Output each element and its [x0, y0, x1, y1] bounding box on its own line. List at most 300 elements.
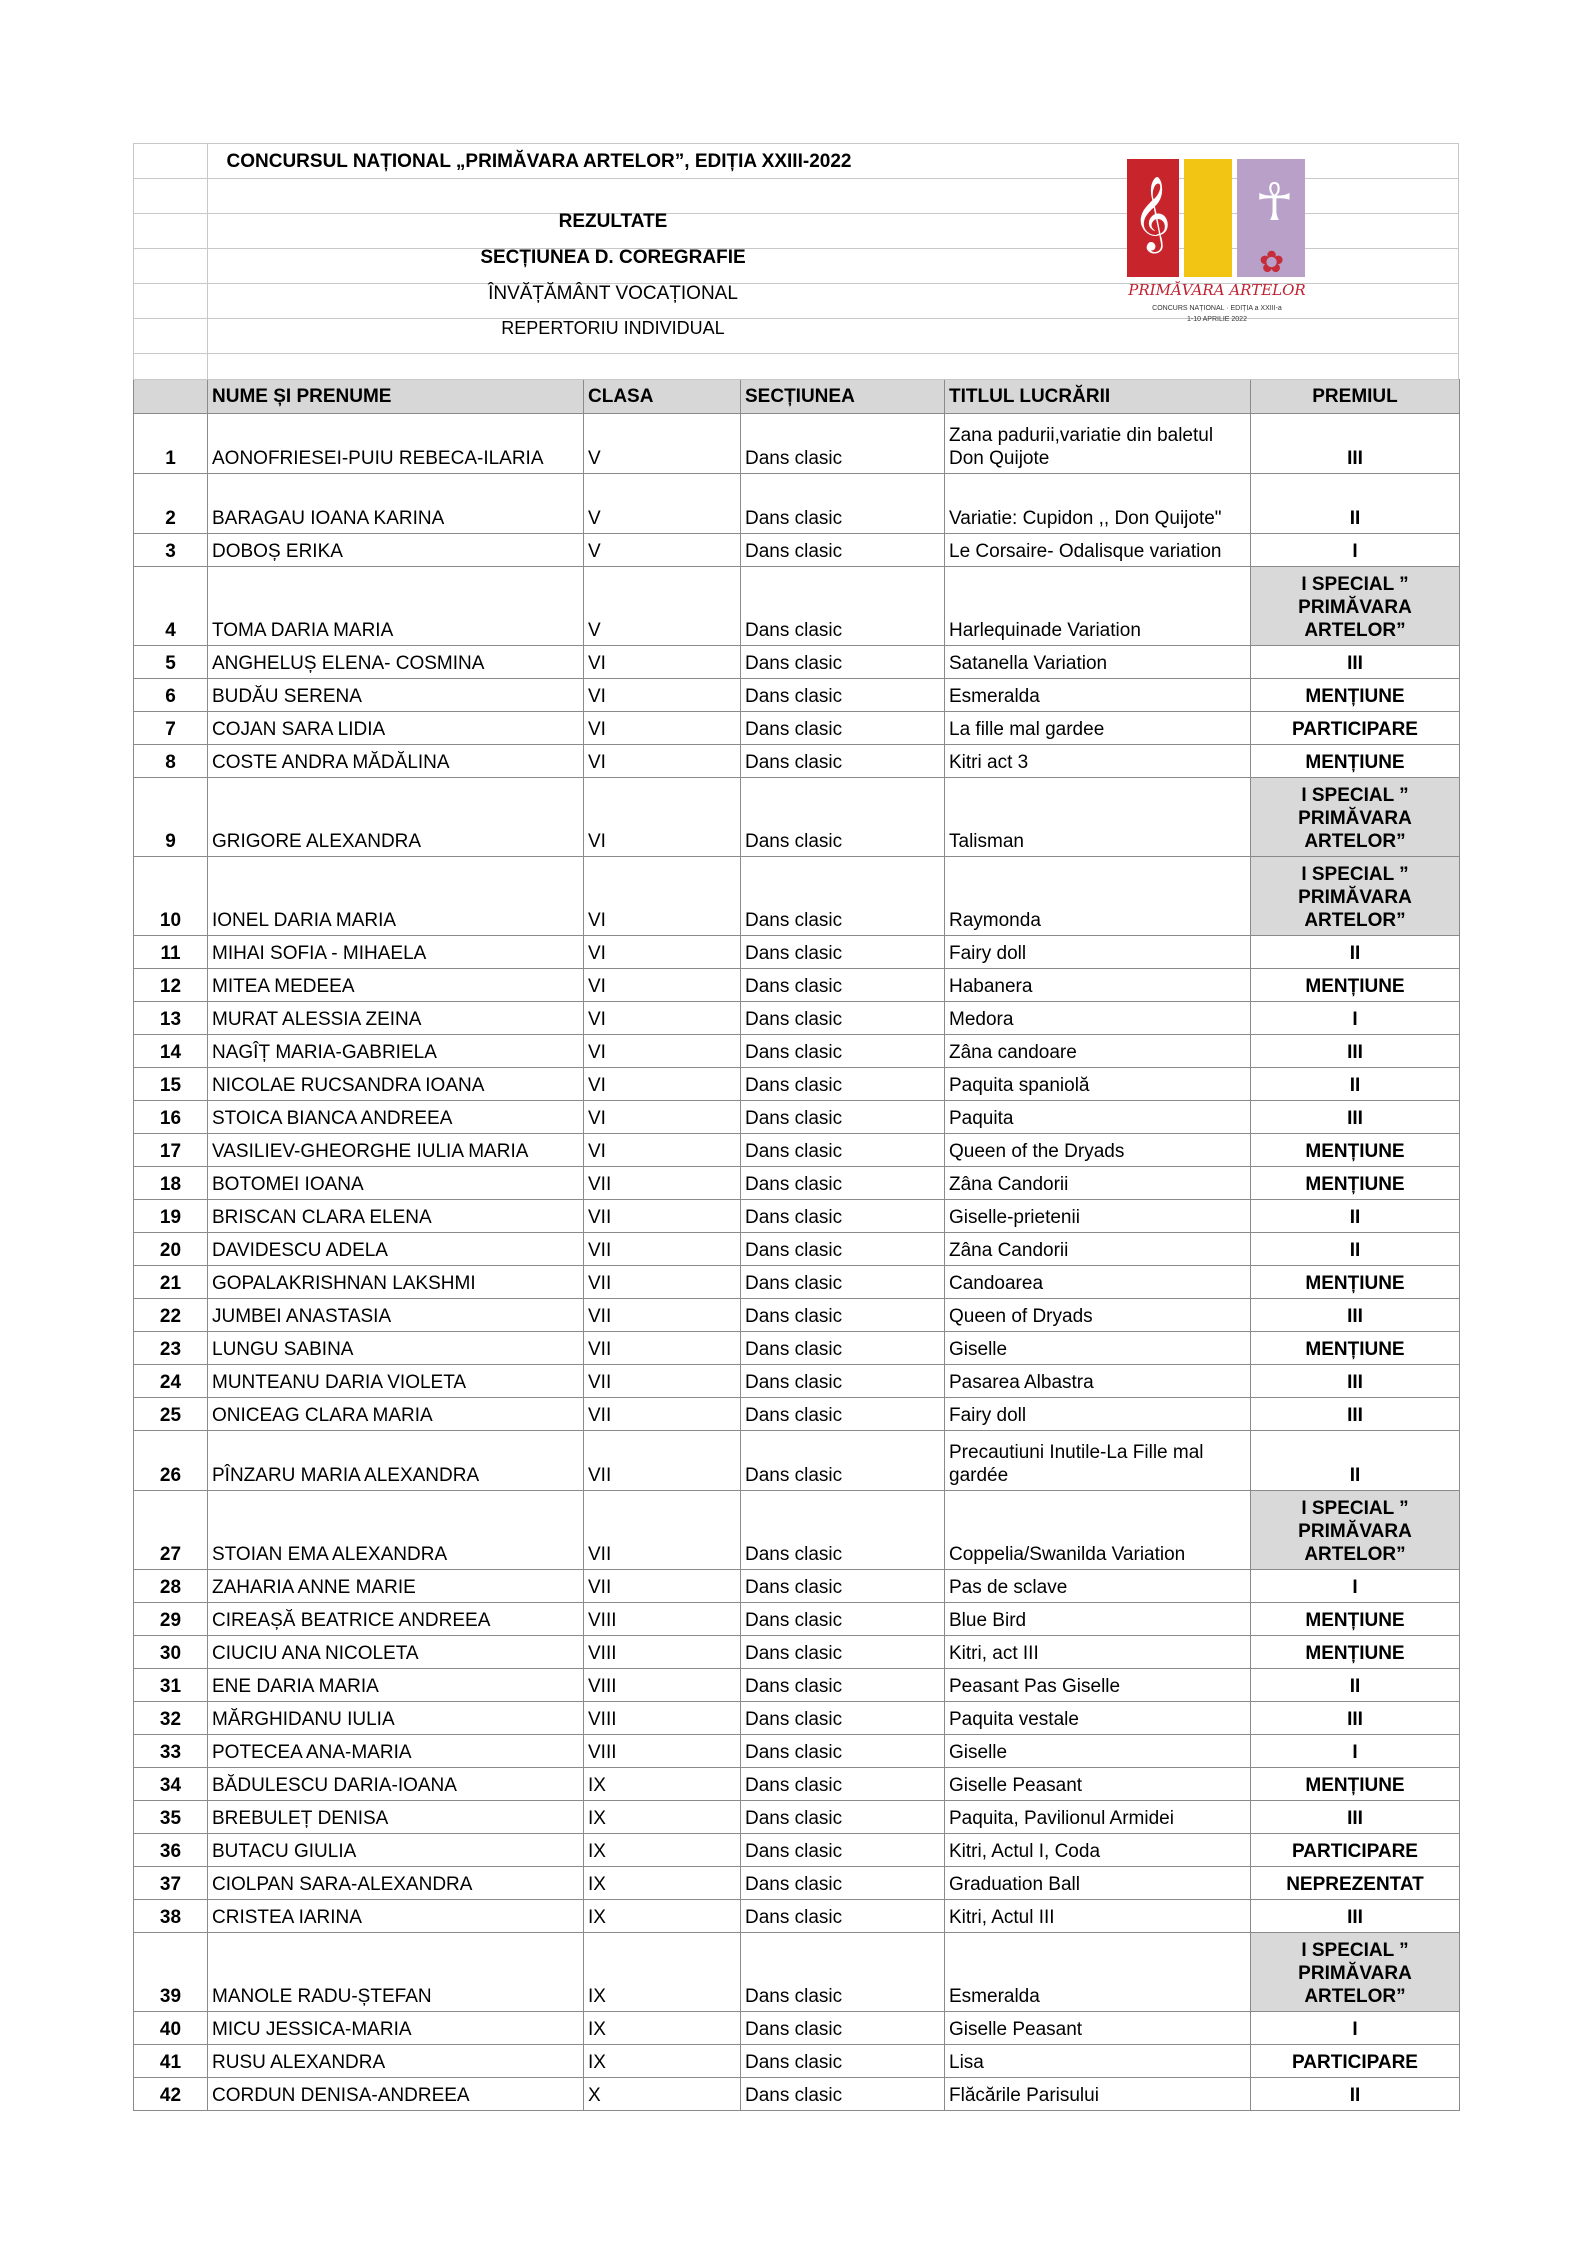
table-row [134, 1669, 1460, 1702]
cell-work: Giselle [945, 1735, 1251, 1768]
cell-work: Variatie: Cupidon ,, Don Quijote" [945, 474, 1251, 534]
cell-work: Queen of the Dryads [945, 1134, 1251, 1167]
flower-icon: ✿ [1259, 246, 1285, 279]
table-row [134, 1002, 1460, 1035]
cell-name: STOIAN EMA ALEXANDRA [208, 1491, 584, 1570]
cell-class: VII [584, 1431, 741, 1491]
logo-name: PRIMĂVARA ARTELOR [1128, 281, 1306, 299]
cell-section: Dans clasic [741, 1801, 945, 1834]
cell-section: Dans clasic [741, 679, 945, 712]
cell-section: Dans clasic [741, 2078, 945, 2111]
cell-nr: 20 [134, 1233, 208, 1266]
cell-nr: 40 [134, 2012, 208, 2045]
cell-section: Dans clasic [741, 1636, 945, 1669]
cell-class: VII [584, 1233, 741, 1266]
table-row [134, 2012, 1460, 2045]
cell-class: VI [584, 1002, 741, 1035]
cell-nr: 14 [134, 1035, 208, 1068]
cell-nr: 9 [134, 778, 208, 857]
cell-nr: 26 [134, 1431, 208, 1491]
cell-class: VI [584, 745, 741, 778]
cell-nr: 18 [134, 1167, 208, 1200]
cell-name: BARAGAU IOANA KARINA [208, 474, 584, 534]
table-row [134, 567, 1460, 646]
cell-class: VI [584, 712, 741, 745]
cell-work: Kitri, Actul III [945, 1900, 1251, 1933]
cell-nr: 7 [134, 712, 208, 745]
cell-prize: MENȚIUNE [1251, 745, 1460, 778]
cell-class: IX [584, 2012, 741, 2045]
cell-prize: II [1251, 1068, 1460, 1101]
cell-section: Dans clasic [741, 1365, 945, 1398]
cell-name: BREBULEȚ DENISA [208, 1801, 584, 1834]
cell-work: Paquita, Pavilionul Armidei [945, 1801, 1251, 1834]
cell-prize: MENȚIUNE [1251, 1603, 1460, 1636]
cell-work: Kitri act 3 [945, 745, 1251, 778]
cell-class: IX [584, 1768, 741, 1801]
cell-section: Dans clasic [741, 969, 945, 1002]
results-sheet [133, 143, 1459, 2111]
cell-prize: I SPECIAL ” PRIMĂVARA ARTELOR” [1251, 778, 1460, 857]
cell-nr: 8 [134, 745, 208, 778]
table-row [134, 2078, 1460, 2111]
cell-prize: II [1251, 1669, 1460, 1702]
cell-class: VIII [584, 1636, 741, 1669]
cell-work: Graduation Ball [945, 1867, 1251, 1900]
cell-nr: 27 [134, 1491, 208, 1570]
cell-work: Satanella Variation [945, 646, 1251, 679]
cell-section: Dans clasic [741, 1332, 945, 1365]
cell-work: Habanera [945, 969, 1251, 1002]
cell-class: VII [584, 1200, 741, 1233]
table-row [134, 1233, 1460, 1266]
cell-work: Zâna Candorii [945, 1233, 1251, 1266]
cell-section: Dans clasic [741, 1900, 945, 1933]
table-row [134, 857, 1460, 936]
cell-section: Dans clasic [741, 1834, 945, 1867]
cell-work: La fille mal gardee [945, 712, 1251, 745]
col-nr-header [134, 380, 208, 414]
cell-section: Dans clasic [741, 1035, 945, 1068]
table-row [134, 1735, 1460, 1768]
cell-class: V [584, 567, 741, 646]
cell-name: TOMA DARIA MARIA [208, 567, 584, 646]
cell-work: Lisa [945, 2045, 1251, 2078]
cell-nr: 35 [134, 1801, 208, 1834]
cell-section: Dans clasic [741, 414, 945, 474]
cell-name: BRISCAN CLARA ELENA [208, 1200, 584, 1233]
cell-section: Dans clasic [741, 1299, 945, 1332]
cell-nr: 10 [134, 857, 208, 936]
cell-class: VIII [584, 1702, 741, 1735]
cell-name: LUNGU SABINA [208, 1332, 584, 1365]
cell-name: NAGÎȚ MARIA-GABRIELA [208, 1035, 584, 1068]
cell-work: Pasarea Albastra [945, 1365, 1251, 1398]
cell-work: Raymonda [945, 857, 1251, 936]
cell-name: NICOLAE RUCSANDRA IOANA [208, 1068, 584, 1101]
cell-prize: MENȚIUNE [1251, 1167, 1460, 1200]
cell-name: MITEA MEDEEA [208, 969, 584, 1002]
cell-class: VII [584, 1570, 741, 1603]
cell-name: ENE DARIA MARIA [208, 1669, 584, 1702]
cell-name: BĂDULESCU DARIA-IOANA [208, 1768, 584, 1801]
cell-section: Dans clasic [741, 1603, 945, 1636]
cell-work: Pas de sclave [945, 1570, 1251, 1603]
treble-clef-icon: 𝄞 [1133, 177, 1171, 251]
cell-section: Dans clasic [741, 1491, 945, 1570]
cell-section: Dans clasic [741, 1134, 945, 1167]
cell-prize: III [1251, 1398, 1460, 1431]
cell-class: IX [584, 1834, 741, 1867]
table-row [134, 1900, 1460, 1933]
table-row [134, 1167, 1460, 1200]
cell-work: Candoarea [945, 1266, 1251, 1299]
cell-prize: MENȚIUNE [1251, 969, 1460, 1002]
cell-work: Medora [945, 1002, 1251, 1035]
cell-class: VI [584, 1101, 741, 1134]
cell-section: Dans clasic [741, 1068, 945, 1101]
cell-nr: 22 [134, 1299, 208, 1332]
cell-nr: 17 [134, 1134, 208, 1167]
cell-section: Dans clasic [741, 1933, 945, 2012]
cell-class: VIII [584, 1735, 741, 1768]
cell-prize: MENȚIUNE [1251, 1266, 1460, 1299]
cell-name: JUMBEI ANASTASIA [208, 1299, 584, 1332]
cell-name: MIHAI SOFIA - MIHAELA [208, 936, 584, 969]
competition-title: CONCURSUL NAȚIONAL „PRIMĂVARA ARTELOR”, EDIȚIA XXIII-2022 [226, 151, 852, 172]
table-row [134, 1068, 1460, 1101]
cell-nr: 23 [134, 1332, 208, 1365]
table-row [134, 1266, 1460, 1299]
cell-nr: 15 [134, 1068, 208, 1101]
cell-prize: I [1251, 1002, 1460, 1035]
cell-section: Dans clasic [741, 1200, 945, 1233]
cell-class: V [584, 414, 741, 474]
col-prize-header: PREMIUL [1251, 380, 1460, 414]
cell-name: DAVIDESCU ADELA [208, 1233, 584, 1266]
table-row [134, 969, 1460, 1002]
cell-prize: III [1251, 1299, 1460, 1332]
cell-work: Fairy doll [945, 936, 1251, 969]
cell-work: Giselle [945, 1332, 1251, 1365]
cell-work: Le Corsaire- Odalisque variation [945, 534, 1251, 567]
table-row [134, 1636, 1460, 1669]
cell-name: CIREAȘĂ BEATRICE ANDREEA [208, 1603, 584, 1636]
cell-nr: 6 [134, 679, 208, 712]
table-row [134, 1603, 1460, 1636]
table-row [134, 778, 1460, 857]
table-row [134, 679, 1460, 712]
cell-prize: I SPECIAL ” PRIMĂVARA ARTELOR” [1251, 1933, 1460, 2012]
cell-name: CIOLPAN SARA-ALEXANDRA [208, 1867, 584, 1900]
cell-prize: MENȚIUNE [1251, 1332, 1460, 1365]
cell-work: Paquita spaniolă [945, 1068, 1251, 1101]
cell-name: PÎNZARU MARIA ALEXANDRA [208, 1431, 584, 1491]
cell-section: Dans clasic [741, 1002, 945, 1035]
cell-prize: PARTICIPARE [1251, 1834, 1460, 1867]
cell-name: ONICEAG CLARA MARIA [208, 1398, 584, 1431]
cell-nr: 34 [134, 1768, 208, 1801]
cell-prize: III [1251, 1035, 1460, 1068]
table-row [134, 1299, 1460, 1332]
cell-nr: 38 [134, 1900, 208, 1933]
cell-work: Fairy doll [945, 1398, 1251, 1431]
cell-name: MICU JESSICA-MARIA [208, 2012, 584, 2045]
cell-prize: I SPECIAL ” PRIMĂVARA ARTELOR” [1251, 567, 1460, 646]
cell-prize: III [1251, 1101, 1460, 1134]
competition-logo [1127, 159, 1307, 359]
cell-nr: 5 [134, 646, 208, 679]
table-row [134, 474, 1460, 534]
cell-work: Paquita vestale [945, 1702, 1251, 1735]
cell-prize: I SPECIAL ” PRIMĂVARA ARTELOR” [1251, 857, 1460, 936]
cell-prize: II [1251, 474, 1460, 534]
table-header-row [134, 380, 1460, 414]
cell-section: Dans clasic [741, 567, 945, 646]
cell-name: ZAHARIA ANNE MARIE [208, 1570, 584, 1603]
table-row [134, 1933, 1460, 2012]
cell-class: IX [584, 1900, 741, 1933]
cell-prize: PARTICIPARE [1251, 712, 1460, 745]
cell-section: Dans clasic [741, 1233, 945, 1266]
cell-section: Dans clasic [741, 1669, 945, 1702]
cell-name: DOBOȘ ERIKA [208, 534, 584, 567]
cell-class: VII [584, 1332, 741, 1365]
cell-prize: MENȚIUNE [1251, 1768, 1460, 1801]
cell-name: GOPALAKRISHNAN LAKSHMI [208, 1266, 584, 1299]
cell-nr: 3 [134, 534, 208, 567]
cell-name: VASILIEV-GHEORGHE IULIA MARIA [208, 1134, 584, 1167]
table-row [134, 534, 1460, 567]
cell-section: Dans clasic [741, 474, 945, 534]
cell-work: Giselle Peasant [945, 2012, 1251, 2045]
cell-nr: 19 [134, 1200, 208, 1233]
cell-nr: 41 [134, 2045, 208, 2078]
cell-class: VIII [584, 1669, 741, 1702]
cell-nr: 30 [134, 1636, 208, 1669]
cell-prize: I [1251, 1735, 1460, 1768]
table-row [134, 1398, 1460, 1431]
cell-class: VII [584, 1299, 741, 1332]
cell-name: IONEL DARIA MARIA [208, 857, 584, 936]
table-row [134, 1570, 1460, 1603]
table-row [134, 1702, 1460, 1735]
cell-work: Kitri, Actul I, Coda [945, 1834, 1251, 1867]
cell-name: BUDĂU SERENA [208, 679, 584, 712]
cell-section: Dans clasic [741, 1867, 945, 1900]
table-row [134, 1200, 1460, 1233]
table-row [134, 1801, 1460, 1834]
cell-section: Dans clasic [741, 1101, 945, 1134]
cell-section: Dans clasic [741, 1768, 945, 1801]
table-row [134, 1834, 1460, 1867]
cell-work: Zana padurii,variatie din baletul Don Quijote [945, 414, 1251, 474]
cell-class: VI [584, 1134, 741, 1167]
cell-class: X [584, 2078, 741, 2111]
cell-section: Dans clasic [741, 1702, 945, 1735]
cell-name: COJAN SARA LIDIA [208, 712, 584, 745]
table-row [134, 1134, 1460, 1167]
logo-dates: 1-10 APRILIE 2022 [1187, 316, 1247, 323]
cell-name: CORDUN DENISA-ANDREEA [208, 2078, 584, 2111]
cell-section: Dans clasic [741, 2012, 945, 2045]
cell-nr: 31 [134, 1669, 208, 1702]
cell-work: Kitri, act III [945, 1636, 1251, 1669]
cell-section: Dans clasic [741, 1266, 945, 1299]
cell-nr: 21 [134, 1266, 208, 1299]
cell-section: Dans clasic [741, 1167, 945, 1200]
cell-nr: 13 [134, 1002, 208, 1035]
section-heading: SECȚIUNEA D. COREGRAFIE [480, 247, 746, 268]
cell-class: VI [584, 857, 741, 936]
col-class-header: CLASA [584, 380, 741, 414]
cell-work: Zâna Candorii [945, 1167, 1251, 1200]
cell-section: Dans clasic [741, 1570, 945, 1603]
cell-work: Harlequinade Variation [945, 567, 1251, 646]
cell-name: CIUCIU ANA NICOLETA [208, 1636, 584, 1669]
cell-prize: II [1251, 936, 1460, 969]
cell-name: RUSU ALEXANDRA [208, 2045, 584, 2078]
cell-nr: 16 [134, 1101, 208, 1134]
cell-class: VI [584, 646, 741, 679]
cell-nr: 29 [134, 1603, 208, 1636]
cell-prize: III [1251, 1900, 1460, 1933]
cell-class: VII [584, 1167, 741, 1200]
cell-class: IX [584, 1867, 741, 1900]
cell-prize: I [1251, 1570, 1460, 1603]
table-row [134, 936, 1460, 969]
cell-class: IX [584, 1933, 741, 2012]
cell-prize: III [1251, 1801, 1460, 1834]
logo-subtitle: CONCURS NAȚIONAL · EDIȚIA a XXIII-a [1152, 305, 1282, 312]
table-row [134, 1867, 1460, 1900]
cell-work: Peasant Pas Giselle [945, 1669, 1251, 1702]
cell-nr: 2 [134, 474, 208, 534]
cell-class: VI [584, 1068, 741, 1101]
cell-work: Blue Bird [945, 1603, 1251, 1636]
cell-prize: II [1251, 1431, 1460, 1491]
cell-prize: I [1251, 2012, 1460, 2045]
table-row [134, 414, 1460, 474]
cell-class: VII [584, 1491, 741, 1570]
cell-prize: MENȚIUNE [1251, 1134, 1460, 1167]
cell-prize: MENȚIUNE [1251, 1636, 1460, 1669]
cell-work: Esmeralda [945, 679, 1251, 712]
cell-work: Esmeralda [945, 1933, 1251, 2012]
cell-work: Zâna candoare [945, 1035, 1251, 1068]
cell-work: Giselle-prietenii [945, 1200, 1251, 1233]
cell-nr: 33 [134, 1735, 208, 1768]
cell-name: MURAT ALESSIA ZEINA [208, 1002, 584, 1035]
cell-section: Dans clasic [741, 534, 945, 567]
cell-name: MANOLE RADU-ȘTEFAN [208, 1933, 584, 2012]
cell-prize: II [1251, 2078, 1460, 2111]
cell-prize: III [1251, 414, 1460, 474]
table-row [134, 1101, 1460, 1134]
cell-class: IX [584, 1801, 741, 1834]
cell-nr: 42 [134, 2078, 208, 2111]
cell-nr: 24 [134, 1365, 208, 1398]
cell-class: VII [584, 1365, 741, 1398]
cell-nr: 36 [134, 1834, 208, 1867]
cell-name: BOTOMEI IOANA [208, 1167, 584, 1200]
cell-name: AONOFRIESEI-PUIU REBECA-ILARIA [208, 414, 584, 474]
cell-section: Dans clasic [741, 778, 945, 857]
col-section-header: SECȚIUNEA [741, 380, 945, 414]
cell-prize: III [1251, 646, 1460, 679]
table-row [134, 1768, 1460, 1801]
cell-name: STOICA BIANCA ANDREEA [208, 1101, 584, 1134]
dancer-icon: ☥ [1255, 173, 1294, 233]
col-work-header: TITLUL LUCRĂRII [945, 380, 1251, 414]
cell-work: Queen of Dryads [945, 1299, 1251, 1332]
table-row [134, 1491, 1460, 1570]
table-row [134, 2045, 1460, 2078]
cell-class: VIII [584, 1603, 741, 1636]
cell-class: VII [584, 1398, 741, 1431]
col-name-header: NUME ȘI PRENUME [208, 380, 584, 414]
cell-work: Coppelia/Swanilda Variation [945, 1491, 1251, 1570]
cell-name: MĂRGHIDANU IULIA [208, 1702, 584, 1735]
cell-prize: NEPREZENTAT [1251, 1867, 1460, 1900]
table-row [134, 1035, 1460, 1068]
results-heading: REZULTATE [558, 211, 668, 232]
table-row [134, 1365, 1460, 1398]
cell-section: Dans clasic [741, 857, 945, 936]
cell-nr: 1 [134, 414, 208, 474]
cell-prize: PARTICIPARE [1251, 2045, 1460, 2078]
cell-section: Dans clasic [741, 1735, 945, 1768]
cell-section: Dans clasic [741, 1398, 945, 1431]
cell-name: ANGHELUȘ ELENA- COSMINA [208, 646, 584, 679]
cell-work: Precautiuni Inutile-La Fille mal gardée [945, 1431, 1251, 1491]
cell-class: VI [584, 936, 741, 969]
cell-work: Talisman [945, 778, 1251, 857]
cell-name: CRISTEA IARINA [208, 1900, 584, 1933]
table-row [134, 745, 1460, 778]
cell-section: Dans clasic [741, 1431, 945, 1491]
cell-class: VI [584, 1035, 741, 1068]
cell-section: Dans clasic [741, 2045, 945, 2078]
cell-prize: II [1251, 1233, 1460, 1266]
cell-work: Flăcările Parisului [945, 2078, 1251, 2111]
cell-work: Paquita [945, 1101, 1251, 1134]
cell-work: Giselle Peasant [945, 1768, 1251, 1801]
document-header [133, 143, 1459, 379]
cell-section: Dans clasic [741, 745, 945, 778]
table-row [134, 646, 1460, 679]
cell-section: Dans clasic [741, 936, 945, 969]
cell-nr: 39 [134, 1933, 208, 2012]
cell-class: IX [584, 2045, 741, 2078]
cell-section: Dans clasic [741, 646, 945, 679]
cell-name: POTECEA ANA-MARIA [208, 1735, 584, 1768]
repertoire-heading: REPERTORIU INDIVIDUAL [501, 318, 725, 338]
cell-name: COSTE ANDRA MĂDĂLINA [208, 745, 584, 778]
logo-yellow-panel [1184, 159, 1232, 277]
cell-prize: I SPECIAL ” PRIMĂVARA ARTELOR” [1251, 1491, 1460, 1570]
cell-prize: II [1251, 1200, 1460, 1233]
education-heading: ÎNVĂȚĂMÂNT VOCAȚIONAL [488, 283, 738, 304]
cell-nr: 4 [134, 567, 208, 646]
cell-class: VI [584, 969, 741, 1002]
cell-nr: 37 [134, 1867, 208, 1900]
cell-nr: 11 [134, 936, 208, 969]
cell-prize: III [1251, 1702, 1460, 1735]
cell-class: V [584, 474, 741, 534]
cell-prize: III [1251, 1365, 1460, 1398]
results-body [134, 414, 1460, 2111]
